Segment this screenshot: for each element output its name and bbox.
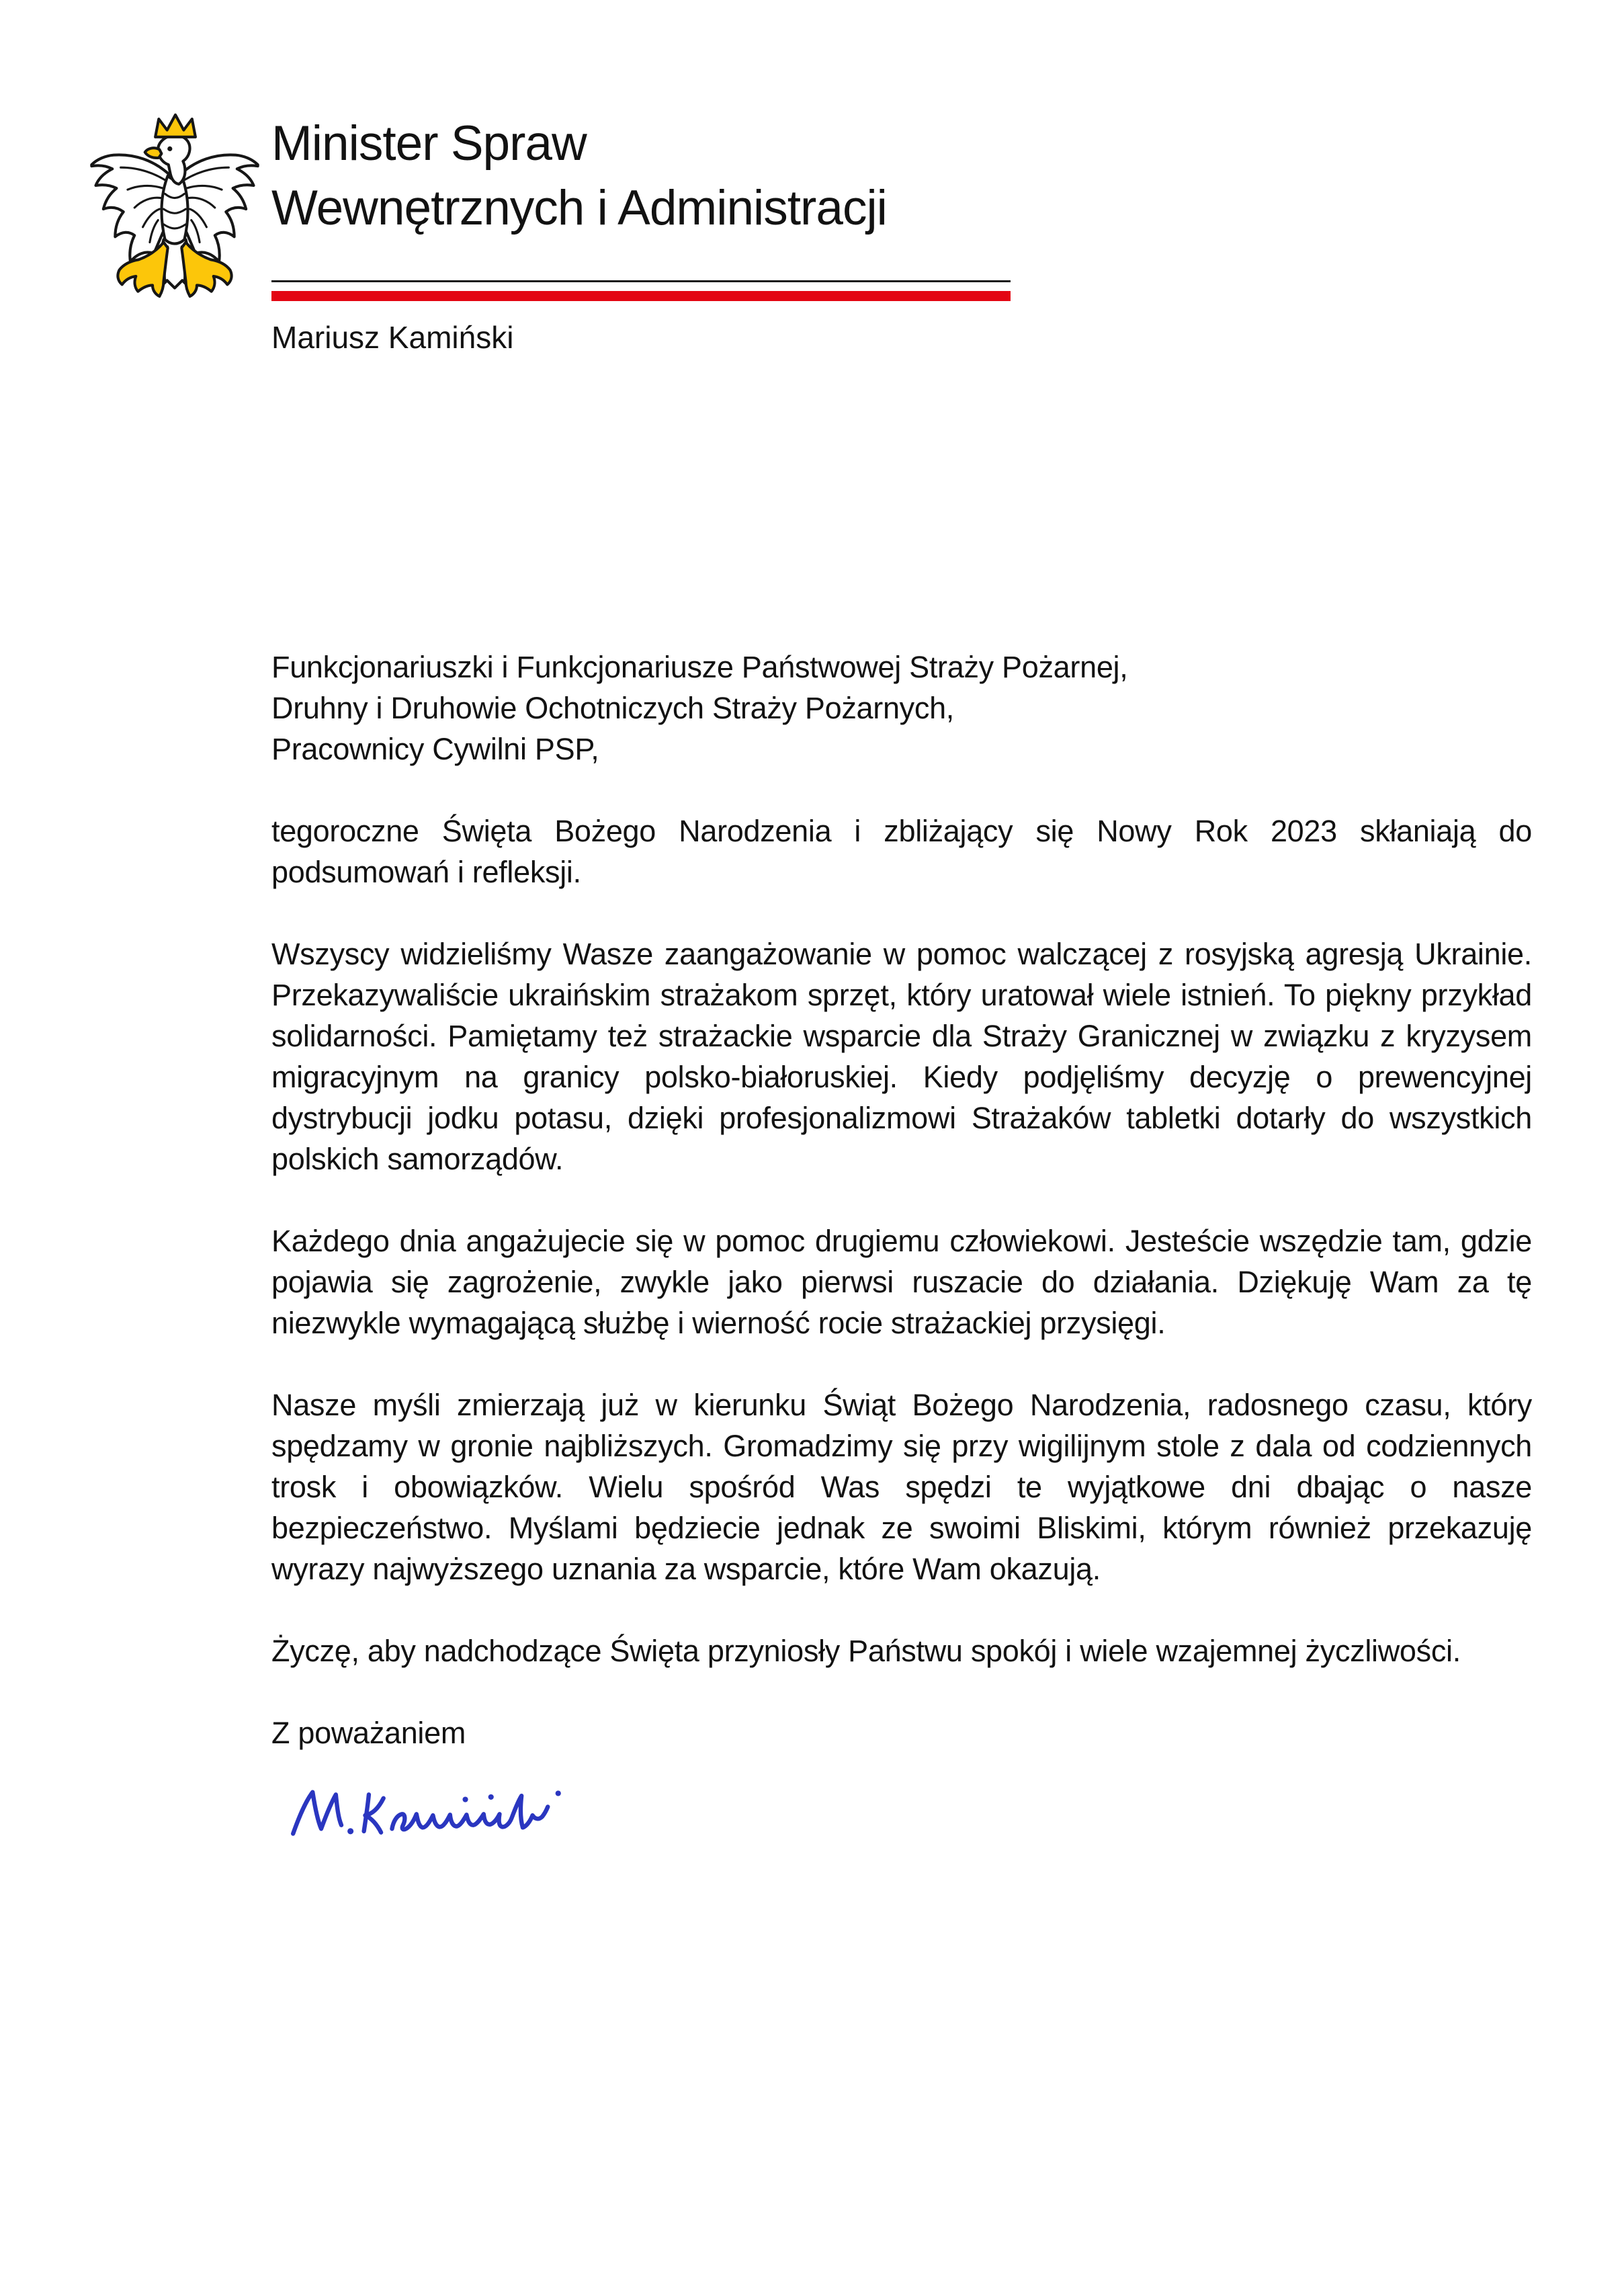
signature-ink-icon (271, 1776, 640, 1843)
letter-paragraph: tegoroczne Święta Bożego Narodzenia i zbliżający się Nowy Rok 2023 skłaniają do podsumowań i refleksji. (271, 814, 1532, 889)
closing-phrase: Z poważaniem (271, 1716, 466, 1750)
minister-name: Mariusz Kamiński (271, 320, 514, 355)
letter-paragraph: Wszyscy widzieliśmy Wasze zaangażowanie w pomoc walczącej z rosyjską agresją Ukrainie. Przekazywaliście ukraińskim strażakom sprzęt, który uratował wiele istnień. To piękny przykład solidarności. Pamiętamy też strażackie wsparcie dla Straży Granicznej w związku z kryzysem migracyjnym na granicy polsko-białoruskiej. Kiedy podjęliśmy decyzję o prewencyjnej dystrybucji jodku potasu, dzięki profesjonalizmowi Strażaków tabletki dotarły do wszystkich polskich samorządów. (271, 937, 1532, 1176)
flag-red-bar (271, 291, 1011, 301)
coat-of-arms (85, 110, 265, 305)
letter-paragraph: Nasze myśli zmierzają już w kierunku Świąt Bożego Narodzenia, radosnego czasu, który spędzamy w gronie najbliższych. Gromadzimy się przy wigilijnym stole z dala od codziennych trosk i obowiązków. Wielu spośród Was spędzi te wyjątkowe dni dbając o nasze bezpieczeństwo. Myślami będziecie jednak ze swoimi Bliskimi, którym również przekazuję wyrazy najwyższego uznania za wsparcie, które Wam okazują. (271, 1388, 1532, 1586)
letter-paragraph: Życzę, aby nadchodzące Święta przyniosły Państwu spokój i wiele wzajemnej życzliwości. (271, 1634, 1461, 1668)
eagle-crown (155, 115, 196, 137)
title-underline-rule (271, 280, 1011, 282)
ministry-title-line1: Minister Spraw (271, 116, 587, 171)
eagle-body (161, 176, 187, 244)
eagle-right-wing (180, 155, 257, 261)
handwritten-signature (271, 1776, 640, 1843)
polish-eagle-emblem-icon (85, 110, 265, 305)
salutation-line: Druhny i Druhowie Ochotniczych Straży Pożarnych, (271, 691, 955, 725)
ministry-title-line2: Wewnętrznych i Administracji (271, 181, 887, 235)
eagle-beak (145, 148, 162, 158)
salutation-block (271, 647, 1532, 770)
letter-paragraph: Każdego dnia angażujecie się w pomoc drugiemu człowiekowi. Jesteście wszędzie tam, gdzie pojawia się zagrożenie, zwykle jako pierwsi ruszacie do działania. Dziękuję Wam za tę niezwykle wymagającą służbę i wierność rocie strażackiej przysięgi. (271, 1224, 1532, 1340)
salutation-line: Pracownicy Cywilni PSP, (271, 732, 599, 766)
eagle-eye (167, 147, 172, 151)
letter-body (271, 647, 1532, 1843)
salutation-line: Funkcjonariuszki i Funkcjonariusze Państwowej Straży Pożarnej, (271, 650, 1128, 684)
ministry-title (271, 112, 887, 241)
eagle-left-wing (91, 155, 169, 261)
